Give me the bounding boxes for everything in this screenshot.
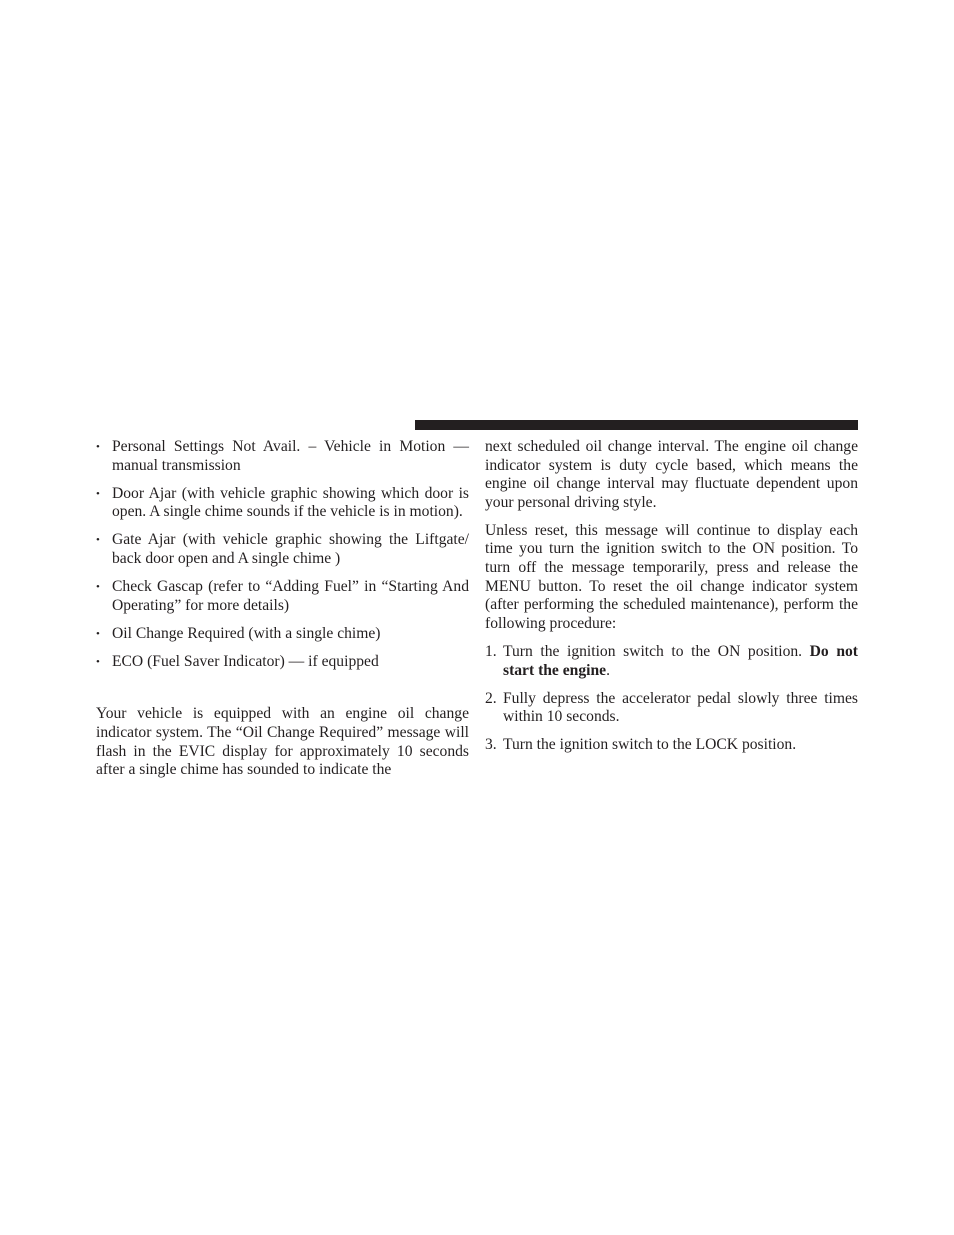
evic-message-list <box>96 438 469 671</box>
bullet-icon: • <box>96 534 100 547</box>
reset-procedure-steps <box>485 643 858 755</box>
left-column <box>96 438 469 789</box>
list-item-text: Check Gascap (refer to “Adding Fuel” in “Starting And Operating” for more details) <box>112 578 469 614</box>
list-item <box>96 485 469 522</box>
list-item-text: Personal Settings Not Avail. – Vehicle in Motion — manual transmission <box>112 438 469 474</box>
procedure-step <box>485 690 858 727</box>
list-item-text: ECO (Fuel Saver Indicator) — if equipped <box>112 652 379 670</box>
bullet-icon: • <box>96 627 100 640</box>
list-item <box>96 578 469 615</box>
list-item <box>96 531 469 568</box>
step-number: 3. <box>485 736 497 754</box>
procedure-step <box>485 736 858 755</box>
bullet-icon: • <box>96 581 100 594</box>
list-item-text: Door Ajar (with vehicle graphic showing which door is open. A single chime sounds if the vehicle is in motion). <box>112 484 469 521</box>
list-item-text: Gate Ajar (with vehicle graphic showing the Liftgate/ back door open and A single chime ) <box>112 531 469 567</box>
bullet-icon: • <box>96 487 100 500</box>
step-number: 1. <box>485 642 497 660</box>
section-header-bar <box>415 420 858 430</box>
right-column <box>485 438 858 764</box>
list-item <box>96 653 469 672</box>
step-number: 2. <box>485 689 497 707</box>
bullet-icon: • <box>96 441 100 453</box>
oil-change-intro-paragraph: Your vehicle is equipped with an engine oil change indicator system. The “Oil Change Required” message will flash in the EVIC display for approximately 10 seconds after a single chime has sounded to indicate the <box>96 705 469 779</box>
list-item <box>96 625 469 644</box>
procedure-step <box>485 643 858 680</box>
list-item <box>96 438 469 475</box>
continuation-paragraph: next scheduled oil change interval. The engine oil change indicator system is duty cycle based, which means the engine oil change interval may fluctuate dependent upon your personal driving style. <box>485 438 858 511</box>
bullet-icon: • <box>96 655 100 668</box>
step-text: Turn the ignition switch to the ON position. <box>503 642 810 660</box>
step-warning-bold: Do not start the engine <box>503 642 858 679</box>
step-text-tail: . <box>606 661 610 679</box>
step-text: Fully depress the accelerator pedal slowly three times within 10 seconds. <box>503 689 858 726</box>
reset-instructions-paragraph: Unless reset, this message will continue to display each time you turn the ignition switch to the ON position. To turn off the message temporarily, press and release the MENU button. To reset the oil change indicator system (after performing the scheduled maintenance), perform the following procedure: <box>485 521 858 632</box>
step-text: Turn the ignition switch to the LOCK position. <box>503 736 797 754</box>
list-item-text: Oil Change Required (with a single chime) <box>112 624 381 642</box>
